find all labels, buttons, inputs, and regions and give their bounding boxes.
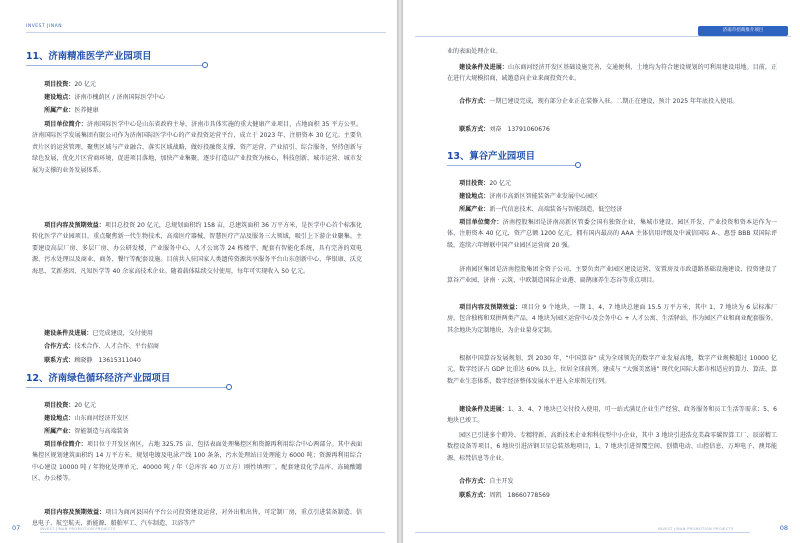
para-text: 一期已建设完成，现有部分企业正在装修入驻。二期正在建设，预计 2025 年年底投入使用。 [489, 98, 739, 105]
para-label: 项目投资： [459, 180, 490, 187]
paragraph [447, 490, 777, 501]
paragraph [32, 400, 362, 411]
para-text: 项目总投资 20 亿元，总规划面积约 158 亩，总建筑面积 36 万平方米，是医学中心首个标准化转化医学产业园项目，重点聚焦新一代生物技术、高端医疗器械、智慧医疗产品及服务三大领域，吸引上下游企业聚集。主要建设高层厂房、多层厂房、办公研发楼、产业服务中心、人才公寓等 24 栋楼宇，配套有智能化系统，具有完善的双电源、污水处理以及商业、商务、餐厅等配套设施。目前共入驻国家人类遗传资源共享服务平台山东创新中心、华银康、沃克海思、艾新基因、凡知医学等 40 余家高技术企业。随着载体陆续交付使用，每年可实现收入 50 亿元。 [32, 222, 363, 275]
section-heading-11 [26, 51, 386, 65]
para-label: 项目单位简介： [459, 219, 503, 226]
paragraph [447, 178, 777, 189]
section-dot [575, 162, 581, 168]
para-text: 园区已引进多个瞪羚、专精特新、高新技术企业和科技型中小企业，其中 3 地块引进浩克美森零碳智算工厂、辰诺精工数控设备等项目，6 地块引进济钢卫星总装基地项目，1、7 地块引进智覆空间、创微电动、山控信息、万坤电子、澳邦能源、标梵信息等企业。 [447, 432, 777, 462]
para-label: 联系方式： [459, 126, 490, 133]
para-text: 20 亿元 [489, 180, 512, 187]
para-label: 项目投资： [44, 402, 75, 409]
paragraph [32, 426, 362, 437]
section-dot [226, 384, 232, 390]
paragraph [32, 92, 362, 103]
para-text: 顾晓静 13615311040 [74, 357, 141, 364]
para-label: 合作方式： [459, 98, 490, 105]
para-text: 业的表面处理企业。 [447, 48, 502, 55]
para-label: 项目投资： [44, 81, 75, 88]
para-text: 技术合作、人才合作、平台招商 [74, 343, 159, 350]
header-tag: 济南市招商推介项目 [698, 26, 788, 36]
header-rule [26, 32, 386, 33]
para-label: 所属产业： [459, 206, 490, 213]
para-text: 济南国际医学中心是山东省政府主导、济南市具体实施的重大健康产业项目，占地面积 35 平方公里。济南国际医学发展集团有限公司作为济南国际医学中心的产业投资运营平台，成立于 2023 年，注册资本 30 亿元。主要负责片区的运营管理、聚焦区域与产业融合，落实区域战略，做好投融资支撑，资产运营、产业招引、综合服务，坚持创新与绿色发展，优化片区营商环境，促进项目落地，加快产业集聚，逐步打造以产业投资为核心，科技创新、城市运营、城市发展为支撑的业务发展体系。 [32, 121, 362, 174]
section-rule [26, 387, 226, 388]
paragraph [32, 341, 362, 352]
paragraph [32, 119, 362, 176]
section-title: 11、济南精准医学产业园项目 [26, 51, 152, 62]
paragraph [32, 220, 362, 277]
paragraph [447, 476, 777, 487]
section-title: 12、济南绿色循环经济产业园项目 [26, 373, 171, 384]
paragraph [32, 355, 362, 366]
paragraph [447, 96, 777, 107]
paragraph [447, 62, 777, 85]
para-label: 项目内容及预期效益： [459, 304, 522, 311]
paragraph [32, 413, 362, 424]
paragraph [32, 105, 362, 116]
para-text: 济南控股集团是济南高新区管委会国有独资企业，集城市建设、园区开发、产业投资和资本运作为一体，注册资本 40 亿元，资产总额 1200 亿元，拥有国内最高的 AAA 主体信用评级及中诚信国际 A-、惠誉 BBB 双国际评级，连续六年蝉联中国产业园区运营商 20 强。 [447, 219, 778, 249]
section-heading-13 [447, 151, 787, 165]
section-rule [447, 165, 575, 166]
para-text: 周凯 18660778569 [489, 492, 550, 499]
paragraph [447, 46, 777, 57]
left-page [0, 0, 397, 543]
para-text: 刘奋 13791060676 [489, 126, 550, 133]
paragraph [447, 264, 777, 287]
para-label: 建设条件及进展： [459, 64, 509, 71]
paragraph [447, 302, 777, 336]
paragraph [447, 124, 777, 135]
para-text: 济南市高新区智能装备产业发展中心园区 [489, 193, 599, 200]
para-label: 合作方式： [459, 478, 490, 485]
page-number: 07 [12, 524, 21, 532]
para-label: 建设地点： [44, 415, 75, 422]
para-label: 联系方式： [459, 492, 490, 499]
paragraph [447, 217, 777, 251]
section-dot [202, 62, 208, 68]
para-text: 根据中国算谷发展规划，到 2030 年，“中国算谷” 成为全球领先的数字产业发展高地，数字产业规模超过 10000 亿元，数字经济占 GDP 比重达 60% 以上，位居全球前列。建成与 “大强美富通” 现代化国际大都市相适应的算力、算法、算数产业生态体系，数字经济整体发展水平进入全球领先行列。 [447, 355, 777, 385]
footer-rule [40, 532, 385, 533]
para-text: 山东商河经济开发区 [74, 415, 129, 422]
section-heading-12 [26, 373, 386, 387]
para-label: 项目单位简介： [44, 121, 87, 128]
section-rule [26, 65, 202, 66]
para-text: 已完成建设，交付使用 [92, 330, 153, 337]
para-text: 20 亿元 [74, 81, 97, 88]
paragraph [32, 328, 362, 339]
para-text: 智能制造与高端装备 [74, 428, 129, 435]
para-label: 项目内容及预期效益： [44, 509, 106, 516]
para-label: 所属产业： [44, 107, 75, 114]
para-label: 合作方式： [44, 343, 75, 350]
para-label: 项目单位简介： [44, 441, 87, 448]
para-text: 济南市槐荫区 / 济南国际医学中心 [74, 94, 165, 101]
paragraph [32, 79, 362, 90]
para-text: 项目位于开发区南区，占地 325.75 亩，包括表面处理集控区和资源再利用综合中心两部分。其中表面集控区规划建筑面积约 14 万平方米，规划电镀及电泳产线 100 条条，污水处理站日处理能力 6000 吨；资源再利用综合中心建设 10000 吨 / 年物化处理单元、40000 吨 / 年（总库容 40 万立方）刚性填埋厂。配套建设化学品库、冻硫酸罐区、办公楼等。 [32, 441, 363, 483]
para-label: 建设地点： [44, 94, 75, 101]
para-label: 建设条件及进展： [44, 330, 93, 337]
para-text: 医养健康 [74, 107, 99, 114]
para-label: 所属产业： [44, 428, 75, 435]
page-number: 08 [779, 524, 788, 532]
footer-label: INVEST JINAN PROMOTION PROJECTS [40, 527, 116, 531]
para-text: 20 亿元 [74, 402, 97, 409]
paragraph [447, 204, 777, 215]
footer-label: INVEST JINAN PROMOTION PROJECTS [658, 527, 734, 531]
para-text: 山东商河经济开发区基础设施完善，交通便利，土地均为符合建设规划的可利用建设用地。目前，正在进行大规模招商，诚邀意向企业来商投资兴业。 [447, 64, 777, 83]
paragraph [447, 353, 777, 387]
para-text: 1、3、4、7 地块已交付投入使用，可一站式满足企业生产经营、政务服务和员工生活等需求；5、6 地块已竣工。 [447, 406, 777, 425]
paragraph [447, 191, 777, 202]
para-text: 新一代信息技术、高端装备与智能制造、低空经济 [489, 206, 623, 213]
para-label: 建设条件及进展： [459, 406, 508, 413]
paragraph [32, 439, 362, 485]
para-label: 建设地点： [459, 193, 490, 200]
para-label: 联系方式： [44, 357, 75, 364]
para-text: 项目为商河县国有平台公司投资建设运营，对外出租出售，可定制厂房，重点引进装备制造、信息电子、航空航天、新能源、船舶军工、汽车制造、卫浴等产 [32, 509, 362, 528]
para-text: 自主开发 [489, 478, 514, 485]
header-rule [415, 36, 791, 37]
para-text: 项目分 9 个地块，一期 1、4、7 地块总建面 15.5 万平方米，其中 1、7 地块为 6 层标准厂房，包含独栋和双拼两类产品，4 地块为园区运营中心及会务中心 + 人才公寓、生活驿站，作为园区产业和商业配套服务。其余地块为定制地块，为企业量身定制。 [447, 304, 778, 334]
para-text: 济南园区集团是济南控股集团全资子公司，主要负责产业园区建设运营、安置房及市政道路基础设施建设、投资建设了算谷产业园、济南 · 云筑、中欧制造国际企业港、扁鹊康养生态谷等重点项目。 [447, 266, 777, 285]
right-page [403, 0, 800, 543]
paragraph [447, 430, 777, 464]
para-label: 项目内容及预期效益： [44, 222, 105, 229]
paragraph [447, 404, 777, 427]
section-title: 13、算谷产业园项目 [447, 151, 536, 162]
footer-rule [415, 532, 750, 533]
header-left-text: INVEST JINAN [26, 24, 63, 29]
